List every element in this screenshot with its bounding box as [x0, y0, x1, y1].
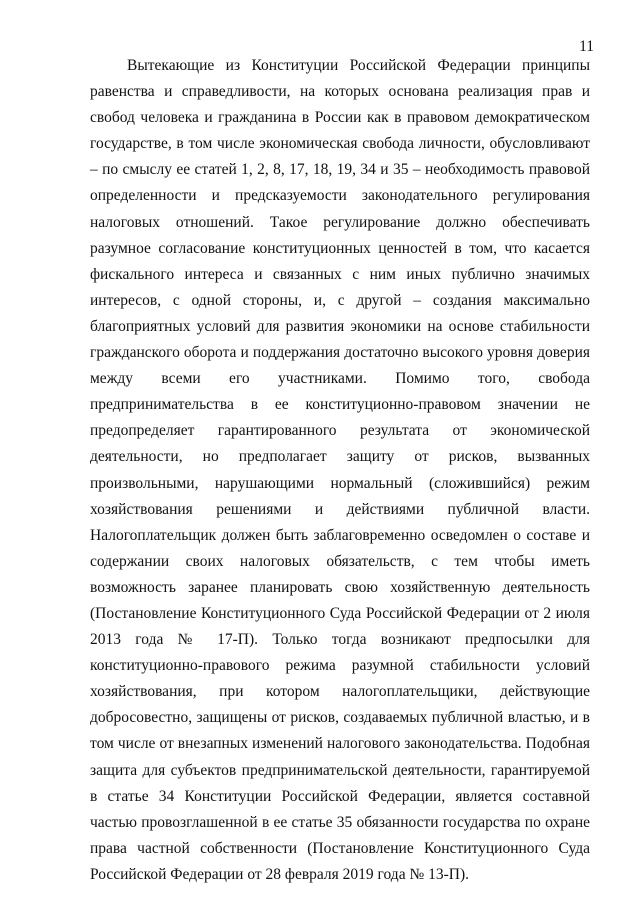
page-number: 11 [579, 38, 594, 55]
body-paragraph: Вытекающие из Конституции Российской Федерации принципы равенства и справедливости, на которых основана реализация прав и свобод человека и гражданина в России как в правовом демократическом государстве, в том числе экономическая свобода личности, обусловливают – по смыслу ее статей 1, 2, 8, 17, 18, 19, 34 и 35 – необходимость правовой определенности и предсказуемости законодательного регулирования налоговых отношений. Такое регулирование должно обеспечивать разумное согласование конституционных ценностей в том, что касается фискального интереса и связанных с ним иных публично значимых интересов, с одной стороны, и, с другой – создания максимально благоприятных условий для развития экономики на основе стабильности гражданского оборота и поддержания достаточно высокого уровня доверия между всеми его участниками. Помимо того, свобода предпринимательства в ее конституционно-правовом значении не предопределяет гарантированного результата от экономической деятельности, но предполагает защиту от рисков, вызванных произвольными, нарушающими нормальный (сложившийся) режим хозяйствования решениями и действиями публичной власти. Налогоплательщик должен быть заблаговременно осведомлен о составе и содержании своих налоговых обязательств, с тем чтобы иметь возможность заранее планировать свою хозяйственную деятельность (Постановление Конституционного Суда Российской Федерации от 2 июля 2013 года № 17-П). Только тогда возникают предпосылки для конституционно-правового режима разумной стабильности условий хозяйствования, при котором налогоплательщики, действующие добросовестно, защищены от рисков, создаваемых публичной властью, и в том числе от внезапных изменений налогового законодательства. Подобная защита для субъектов предпринимательской деятельности, гарантируемой в статье 34 Конституции Российской Федерации, является составной частью провозглашенной в ее статье 35 обязанности государства по охране права частной собственности (Постановление Конституционного Суда Российской Федерации от 28 февраля 2019 года № 13-П). [90, 57, 590, 883]
